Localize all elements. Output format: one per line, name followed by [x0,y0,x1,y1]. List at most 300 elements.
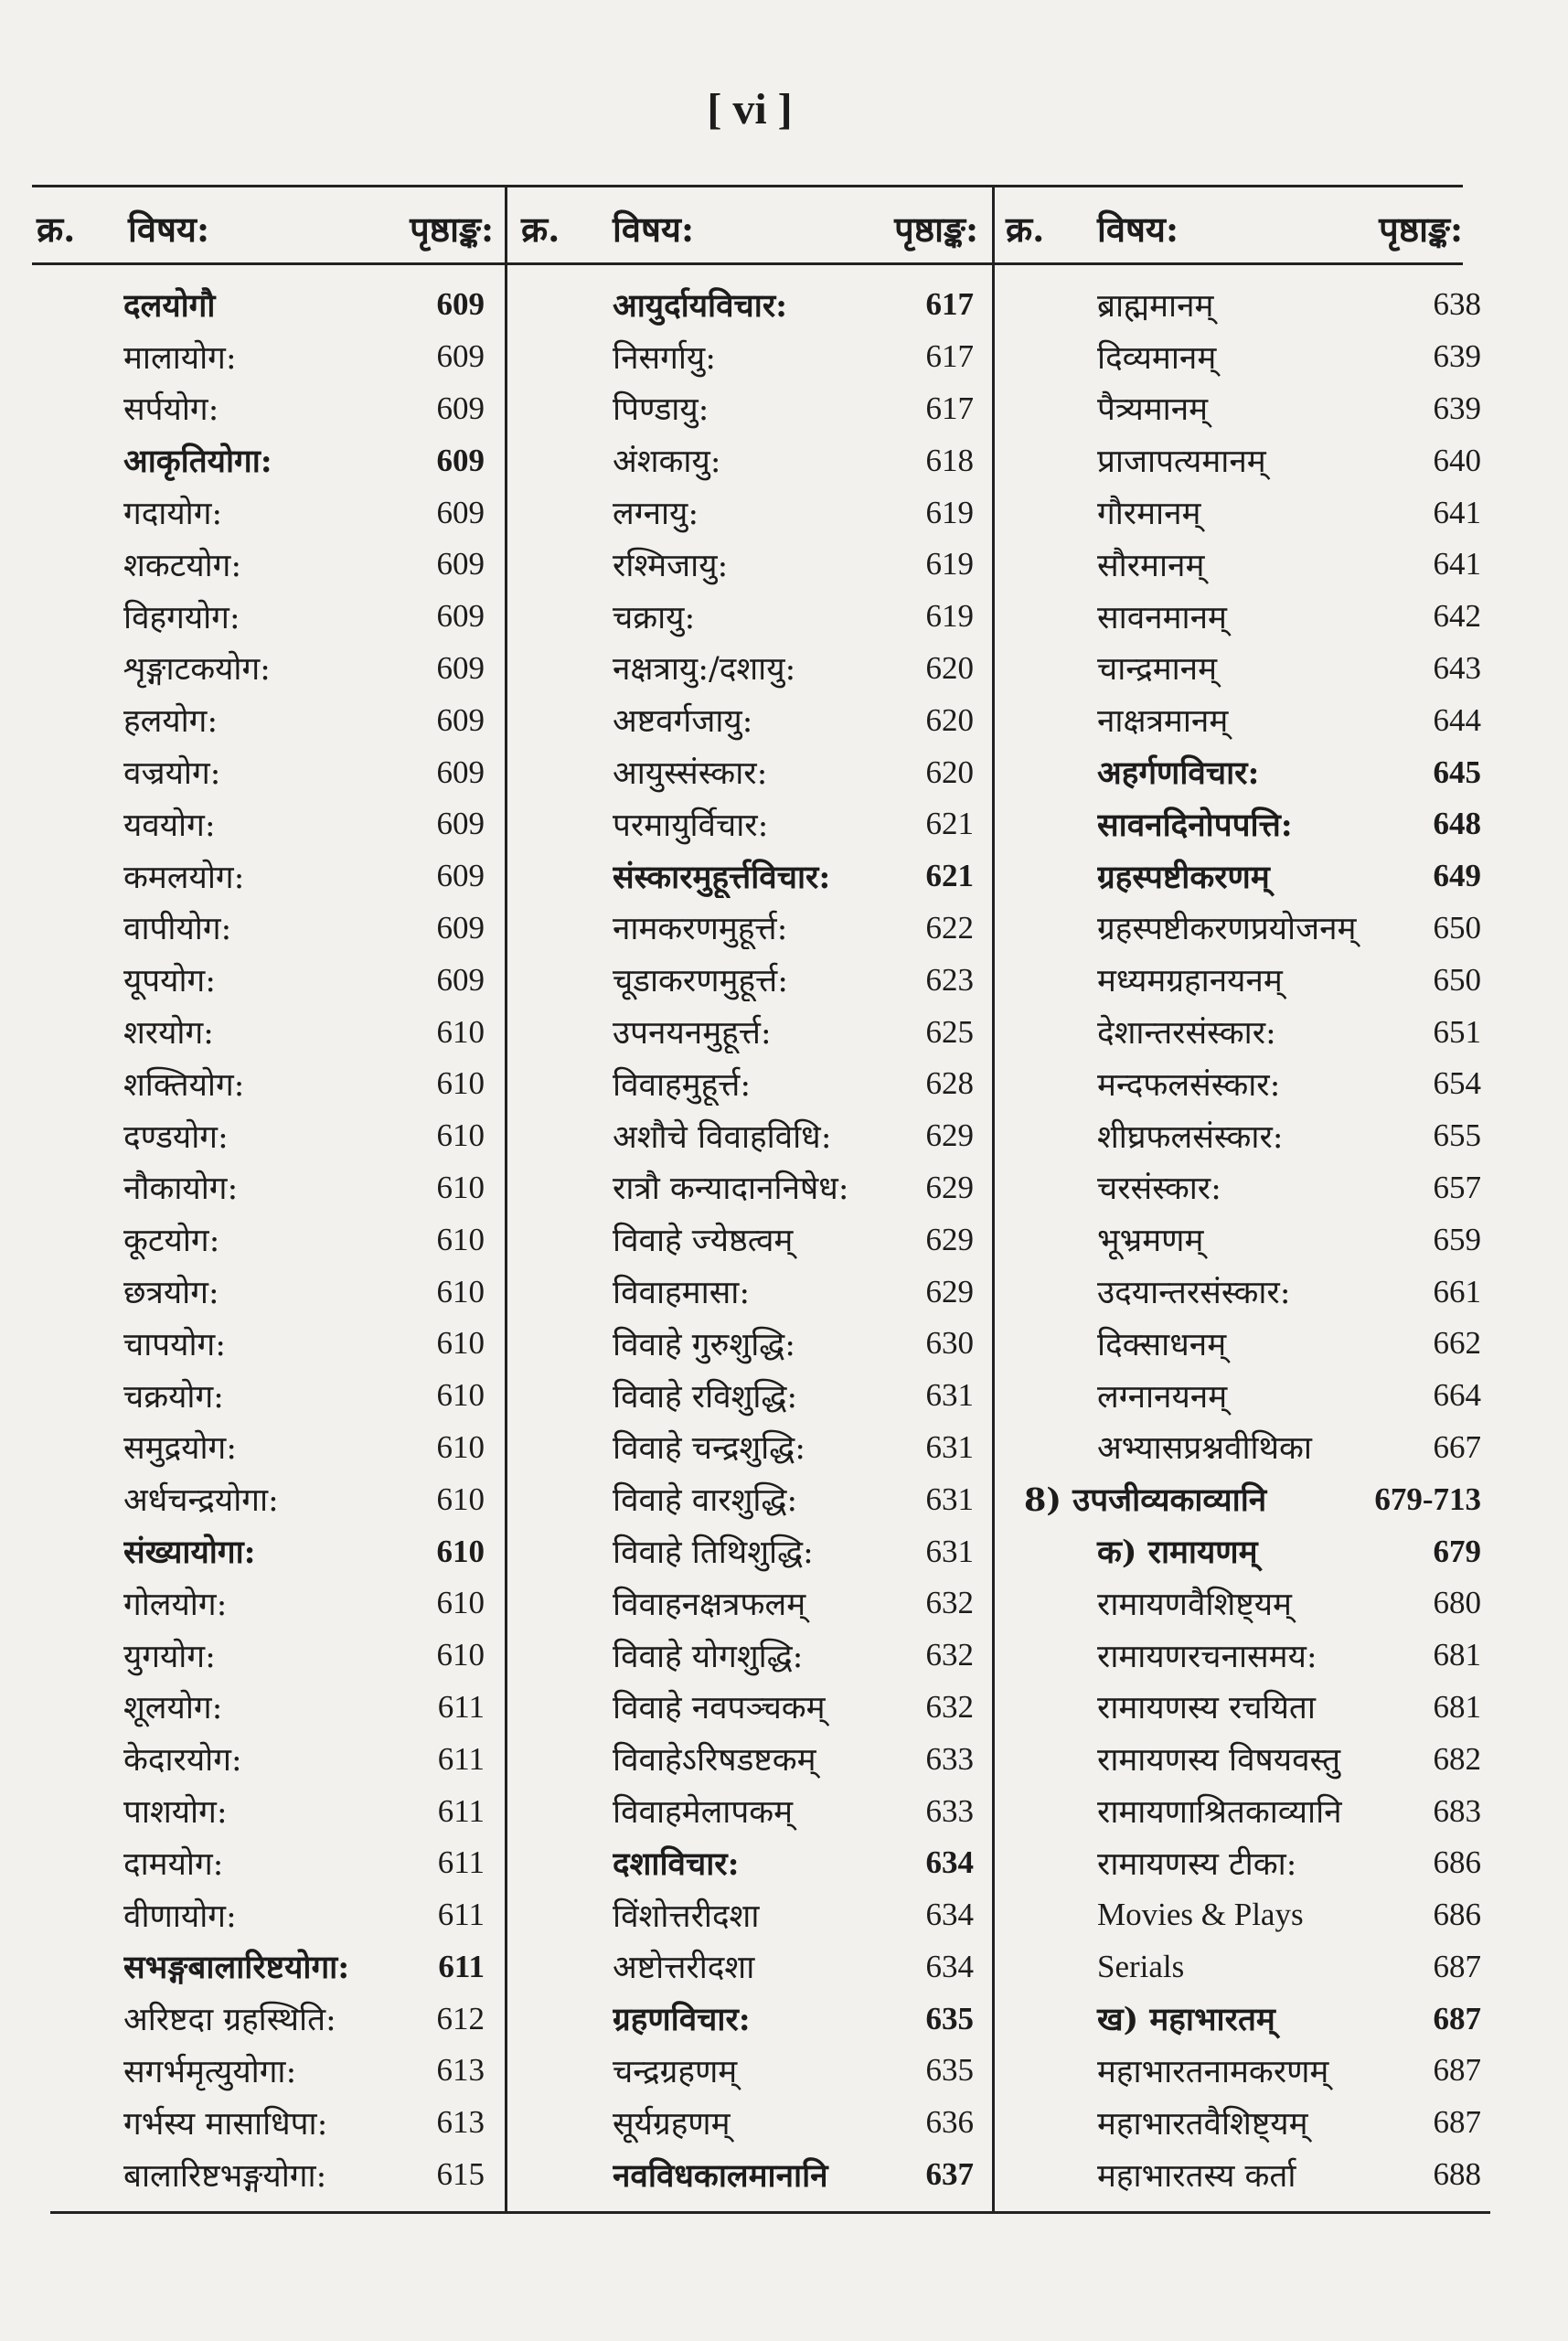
toc-entry [613,903,974,955]
toc-entry-page: 682 [1433,1740,1481,1777]
toc-entry [1097,798,1481,850]
toc-entry-title: मन्दफलसंस्कार: [1097,1066,1281,1104]
toc-entry [123,1837,485,1889]
toc-entry [123,746,485,798]
toc-entry [123,798,485,850]
toc-entry [613,1837,974,1889]
toc-entry-page: 623 [925,961,974,998]
toc-entry-title: विवाहे योगशुद्धि: [613,1638,804,1675]
toc-entry-page: 620 [925,649,974,686]
toc-entry-page: 609 [436,909,485,946]
toc-entry-title: शीघ्रफलसंस्कार: [1097,1118,1284,1156]
toc-entry [123,1318,485,1370]
toc-entry [1097,1837,1481,1889]
toc-entry [613,1941,974,1994]
toc-entry-title: दशाविचार: [613,1844,740,1883]
toc-entry-page: 634 [925,1844,974,1881]
toc-entry-page: 687 [1433,2000,1481,2036]
toc-entry [613,2045,974,2097]
toc-entry-title: नक्षत्रायु:/दशायु: [613,651,796,689]
toc-entry-page: 650 [1433,909,1481,946]
toc-entry-page: 609 [436,338,485,375]
toc-entry-title: 8) उपजीव्यकाव्यानि [1024,1481,1267,1520]
toc-entry-title: पैत्र्यमानम् [1097,391,1209,429]
toc-entry-title: महाभारतस्य कर्ता [1097,2157,1296,2195]
toc-entry-page: 657 [1433,1169,1481,1205]
toc-entry [1097,1058,1481,1110]
toc-entry-title: रामायणरचनासमय: [1097,1638,1317,1675]
toc-entry-page: 617 [925,390,974,426]
toc-entry-title: शरयोग: [123,1015,214,1053]
toc-entry [1097,1370,1481,1422]
toc-entry-title: ब्राह्ममानम् [1097,287,1214,325]
toc-entry-page: 610 [436,1480,485,1517]
toc-entry [123,1370,485,1422]
toc-entry-title: विवाहे ज्येष्ठत्वम् [613,1223,794,1260]
toc-entry-page: 621 [925,858,974,894]
toc-entry [123,539,485,591]
toc-entry-page: 609 [436,286,485,323]
toc-entry [613,1006,974,1058]
column-header-2 [521,192,978,265]
toc-entry-title: नवविधकालमानानि [613,2156,828,2195]
toc-entry-title: छत्रयोग: [123,1275,219,1312]
toc-entry-page: 638 [1433,286,1481,323]
toc-entry-title: आयुस्संस्कार: [613,755,768,793]
toc-entry-title: विवाहे चन्द्रशुद्धि: [613,1430,806,1468]
toc-entry [1070,1525,1481,1577]
toc-entry [1097,1733,1481,1785]
toc-entry-title: कमलयोग: [123,859,245,896]
toc-entry-title: चरसंस्कार: [1097,1170,1221,1208]
toc-entry-page: 639 [1433,338,1481,375]
toc-entry-title: विवाहे तिथिशुद्धि: [613,1534,814,1572]
toc-entry-page: 634 [925,1948,974,1984]
toc-entry-title: लग्नानयनम् [1097,1378,1228,1416]
toc-entry [613,1630,974,1682]
header-serial: क्र. [37,208,76,250]
toc-entry-page: 619 [925,494,974,530]
toc-entry [1097,1682,1481,1734]
toc-entry-title: शूलयोग: [123,1690,223,1727]
toc-entry-page: 611 [437,1792,485,1829]
toc-entry-page: 630 [925,1325,974,1362]
toc-entry-page: 634 [925,1897,974,1933]
toc-entry-title: वीणायोग: [123,1897,237,1935]
toc-entry-page: 618 [925,442,974,478]
toc-entry-page: 662 [1433,1325,1481,1362]
toc-entry [1097,746,1481,798]
toc-entry [123,954,485,1006]
toc-entry-title: गौरमानम् [1097,496,1201,533]
toc-entry-title: महाभारतवैशिष्ट्यम् [1097,2105,1308,2143]
toc-entry-title: चक्रायु: [613,599,696,636]
toc-entry-page: 609 [436,858,485,894]
toc-entry [1097,2045,1481,2097]
toc-entry [613,1525,974,1577]
toc-entry [613,1785,974,1837]
toc-entry [613,1162,974,1214]
toc-entry-title: अर्धचन्द्रयोगा: [123,1482,279,1520]
toc-entry-title: विवाहनक्षत्रफलम् [613,1586,806,1623]
toc-entry [613,1422,974,1474]
toc-entry [613,798,974,850]
toc-entry-page: 642 [1433,598,1481,635]
toc-entry-page: 619 [925,598,974,635]
toc-entry-title: अशौचे विवाहविधि: [613,1118,832,1156]
toc-entry-title: आकृतियोगा: [123,443,272,481]
toc-entry-title: उदयान्तरसंस्कार: [1097,1275,1291,1312]
toc-entry-title: विवाहमेलापकम् [613,1794,794,1831]
header-subject: विषय: [613,208,695,250]
toc-entry [1097,1266,1481,1318]
toc-entry-page: 631 [925,1480,974,1517]
toc-entry-page: 611 [437,1897,485,1933]
toc-entry-title: चापयोग: [123,1326,227,1363]
toc-entry-title: वज्रयोग: [123,755,221,793]
toc-entry-page: 609 [436,649,485,686]
toc-entry [613,2149,974,2201]
toc-entry-page: 621 [925,806,974,842]
toc-entry [613,1733,974,1785]
header-subject: विषय: [128,208,210,250]
toc-entry [1097,279,1481,331]
toc-entry-page: 687 [1433,2104,1481,2141]
toc-entry [613,591,974,643]
toc-entry-title: बालारिष्टभङ्गयोगा: [123,2157,327,2195]
toc-entry-title: ग्रहस्पष्टीकरणम् [1097,858,1270,896]
toc-entry-title: शक्तियोग: [123,1066,245,1104]
toc-entry-page: 637 [925,2156,974,2193]
column-divider-1 [505,185,507,2211]
toc-entry-title: दिव्यमानम् [1097,339,1217,377]
toc-entry [613,1473,974,1525]
toc-entry [1097,1110,1481,1162]
toc-entry-title: सगर्भमृत्युयोगा: [123,2053,297,2090]
toc-entry-title: निसर्गायु: [613,339,717,377]
toc-entry-page: 615 [436,2156,485,2193]
toc-entry-title: प्राजापत्यमानम् [1097,444,1266,481]
toc-entry-page: 620 [925,701,974,738]
toc-entry [123,1006,485,1058]
toc-entry [613,1110,974,1162]
toc-entry-page: 612 [436,2000,485,2036]
toc-entry [123,694,485,746]
toc-entry-page: 610 [436,1428,485,1465]
toc-entry [123,1213,485,1266]
toc-entry-title: आयुर्दायविचार: [613,286,788,325]
toc-entry-title: चन्द्रग्रहणम् [613,2053,738,2090]
toc-entry [613,1058,974,1110]
toc-entry [613,1577,974,1630]
toc-entry-page: 610 [436,1377,485,1414]
toc-entry [123,1785,485,1837]
toc-entry [123,1889,485,1941]
toc-entry [123,850,485,903]
toc-entry [1097,1162,1481,1214]
toc-entry [1097,383,1481,435]
toc-entry-page: 610 [436,1273,485,1309]
toc-entry-page: 610 [436,1221,485,1257]
toc-entry [1097,850,1481,903]
toc-entry-page: 617 [925,338,974,375]
toc-entry-page: 632 [925,1688,974,1725]
toc-entry-page: 622 [925,909,974,946]
toc-entry-page: 683 [1433,1792,1481,1829]
toc-entry-page: 619 [925,546,974,583]
toc-entry-page: 639 [1433,390,1481,426]
toc-entry-page: 629 [925,1273,974,1309]
toc-entry [613,850,974,903]
toc-entry-page: 625 [925,1013,974,1050]
toc-entry-page: 667 [1433,1428,1481,1465]
toc-entry [1097,1213,1481,1266]
toc-entry-page: 648 [1433,806,1481,842]
toc-entry-page: 687 [1433,1948,1481,1984]
toc-entry-page: 636 [925,2104,974,2141]
toc-entry [1097,539,1481,591]
toc-entry [613,1993,974,2045]
toc-entry-page: 609 [436,961,485,998]
toc-entry-title: दामयोग: [123,1845,224,1883]
toc-entry [123,486,485,539]
toc-entry-page: 654 [1433,1065,1481,1102]
toc-entry [613,1370,974,1422]
top-rule [32,185,1463,187]
toc-entry-title: रामायणस्य विषयवस्तु [1097,1742,1341,1780]
toc-entry [613,486,974,539]
toc-entry-page: 686 [1433,1897,1481,1933]
toc-entry [613,1213,974,1266]
toc-entry [613,434,974,486]
toc-entry-title: विंशोत्तरीदशा [613,1897,760,1935]
toc-entry-title: रामायणस्य टीका: [1097,1845,1297,1883]
toc-entry-title: ग्रहणविचार: [613,2001,751,2039]
toc-entry-page: 620 [925,754,974,790]
toc-entry [123,1993,485,2045]
toc-entry-title: क) रामायणम् [1097,1534,1258,1572]
toc-entry [123,1630,485,1682]
toc-entry-title: Serials [1097,1948,1185,1984]
toc-entry-title: विवाहमुहूर्त्त: [613,1066,752,1104]
toc-entry [123,1110,485,1162]
toc-entry-page: 632 [925,1585,974,1621]
toc-entry-page: 610 [436,1585,485,1621]
toc-entry [613,1318,974,1370]
toc-entry [613,2097,974,2149]
toc-entry-title: वापीयोग: [123,911,232,948]
toc-entry-title: अहर्गणविचार: [1097,754,1260,793]
toc-entry [1097,1318,1481,1370]
toc-entry-title: रामायणस्य रचयिता [1097,1690,1316,1727]
toc-entry-title: हलयोग: [123,703,219,741]
toc-entry [1097,954,1481,1006]
toc-entry [1097,434,1481,486]
toc-column-3 [1024,279,1481,2200]
toc-entry [613,539,974,591]
toc-entry [613,746,974,798]
toc-entry-title: पिण्डायु: [613,391,709,429]
toc-entry-title: उपनयनमुहूर्त्त: [613,1015,772,1053]
toc-entry-page: 641 [1433,546,1481,583]
toc-entry-title: पाशयोग: [123,1794,228,1831]
toc-entry-page: 610 [436,1117,485,1154]
column-header-3 [1006,192,1463,265]
toc-entry-page: 609 [436,494,485,530]
toc-entry-title: महाभारतनामकरणम् [1097,2053,1329,2090]
toc-entry-page: 610 [436,1065,485,1102]
toc-entry-title: गोलयोग: [123,1586,228,1623]
toc-entry [1097,1889,1481,1941]
toc-entry [613,1889,974,1941]
toc-entry [123,1473,485,1525]
toc-entry-title: दण्डयोग: [123,1118,229,1156]
toc-entry [1097,643,1481,695]
toc-entry-page: 655 [1433,1117,1481,1154]
toc-entry-title: मालायोग: [123,339,237,377]
toc-entry-title: रामायणवैशिष्ट्यम् [1097,1586,1292,1623]
toc-entry-title: रामायणाश्रितकाव्यानि [1097,1794,1342,1831]
toc-entry-title: विहगयोग: [123,599,240,636]
toc-entry-title: नौकायोग: [123,1170,239,1208]
toc-entry-title: चान्द्रमानम् [1097,651,1218,689]
toc-entry-title: संस्कारमुहूर्त्तविचार: [613,858,831,896]
toc-entry-title: केदारयोग: [123,1742,242,1780]
toc-entry-title: शकटयोग: [123,547,242,584]
toc-entry [613,694,974,746]
toc-entry-page: 688 [1433,2156,1481,2193]
toc-entry-title: सावनमानम् [1097,599,1227,636]
toc-entry-page: 644 [1433,701,1481,738]
toc-entry-title: सर्पयोग: [123,391,219,429]
toc-entry-title: सूर्यग्रहणम् [613,2105,731,2143]
toc-entry [1097,2097,1481,2149]
toc-entry-page: 609 [436,546,485,583]
toc-entry-page: 645 [1433,754,1481,790]
toc-entry-page: 611 [437,1844,485,1881]
toc-entry-page: 633 [925,1740,974,1777]
toc-entry-page: 633 [925,1792,974,1829]
toc-entry [1097,694,1481,746]
toc-entry-page: 617 [925,286,974,323]
toc-entry-title: सौरमानम् [1097,547,1205,584]
toc-entry-title: यूपयोग: [123,963,217,1000]
toc-entry-page: 681 [1433,1688,1481,1725]
toc-entry [1070,1993,1481,2045]
toc-entry [123,279,485,331]
header-page: पृष्ठाङ्क: [410,208,494,250]
toc-entry-title: ख) महाभारतम् [1097,2001,1275,2039]
toc-entry [123,591,485,643]
toc-entry-page: 628 [925,1065,974,1102]
toc-entry-page: 609 [436,598,485,635]
header-serial: क्र. [1006,208,1045,250]
toc-entry-title: चूडाकरणमुहूर्त्त: [613,963,789,1000]
toc-entry-page: 650 [1433,961,1481,998]
toc-entry-title: गर्भस्य मासाधिपा: [123,2105,328,2143]
toc-entry-title: अभ्यासप्रश्नवीथिका [1097,1430,1312,1468]
toc-entry [123,331,485,383]
toc-entry [123,1058,485,1110]
toc-entry [123,1162,485,1214]
toc-entry-title: विवाहे गुरुशुद्धि: [613,1326,796,1363]
toc-entry [1097,331,1481,383]
toc-entry-title: नाक्षत्रमानम् [1097,703,1229,741]
toc-entry-page: 631 [925,1533,974,1569]
toc-entry-page: 613 [436,2052,485,2089]
toc-entry-title: युगयोग: [123,1638,216,1675]
toc-entry-title: समुद्रयोग: [123,1430,238,1468]
toc-entry-page: 609 [436,754,485,790]
toc-entry-page: 629 [925,1117,974,1154]
toc-entry-title: संख्यायोगा: [123,1534,256,1572]
toc-entry-title: विवाहे नवपञ्चकम् [613,1690,826,1727]
header-page: पृष्ठाङ्क: [894,208,978,250]
toc-entry [613,954,974,1006]
toc-entry-title: चक्रयोग: [123,1378,224,1416]
toc-entry-page: 611 [438,1948,485,1984]
toc-entry [1097,486,1481,539]
toc-entry-page: 661 [1433,1273,1481,1309]
header-subject: विषय: [1097,208,1179,250]
header-serial: क्र. [521,208,560,250]
toc-entry-page: 635 [925,2052,974,2089]
toc-entry-title: अंशकायु: [613,444,721,481]
toc-entry [1097,903,1481,955]
toc-entry-page: 609 [436,442,485,478]
toc-entry [613,383,974,435]
toc-entry [123,1733,485,1785]
toc-entry-page: 611 [437,1688,485,1725]
toc-entry-title: अष्टवर्गजायु: [613,703,753,741]
toc-entry-page: 680 [1433,1585,1481,1621]
toc-entry-page: 681 [1433,1637,1481,1673]
toc-entry [123,643,485,695]
toc-entry-title: मध्यमग्रहानयनम् [1097,963,1283,1000]
toc-entry-page: 649 [1433,858,1481,894]
toc-entry-title: दलयोगौ [123,286,216,325]
toc-entry [123,434,485,486]
toc-entry-title: कूटयोग: [123,1223,220,1260]
toc-entry-title: भूभ्रमणम् [1097,1223,1204,1260]
toc-entry [123,1682,485,1734]
toc-entry [123,903,485,955]
toc-entry-title: सभङ्गबालारिष्टयोगा: [123,1949,350,1987]
toc-entry [1097,2149,1481,2201]
toc-entry-page: 613 [436,2104,485,2141]
header-page: पृष्ठाङ्क: [1379,208,1463,250]
toc-entry-page: 610 [436,1533,485,1569]
toc-column-1 [123,279,485,2200]
toc-entry-title: विवाहेऽरिषडष्टकम् [613,1742,816,1780]
toc-entry [1024,1473,1481,1525]
toc-entry-page: 643 [1433,649,1481,686]
toc-entry [123,2045,485,2097]
toc-entry-page: 631 [925,1428,974,1465]
toc-entry-page: 609 [436,806,485,842]
column-header-1 [37,192,494,265]
toc-entry-page: 640 [1433,442,1481,478]
toc-entry-title: सावनदिनोपपत्ति: [1097,806,1293,844]
toc-entry-page: 631 [925,1377,974,1414]
toc-entry-title: Movies & Plays [1097,1897,1304,1933]
toc-entry-page: 686 [1433,1844,1481,1881]
toc-entry-page: 610 [436,1325,485,1362]
toc-entry-title: यवयोग: [123,807,216,844]
toc-entry [123,2097,485,2149]
toc-entry-title: रात्रौ कन्यादाननिषेध: [613,1170,849,1208]
toc-entry [1097,591,1481,643]
